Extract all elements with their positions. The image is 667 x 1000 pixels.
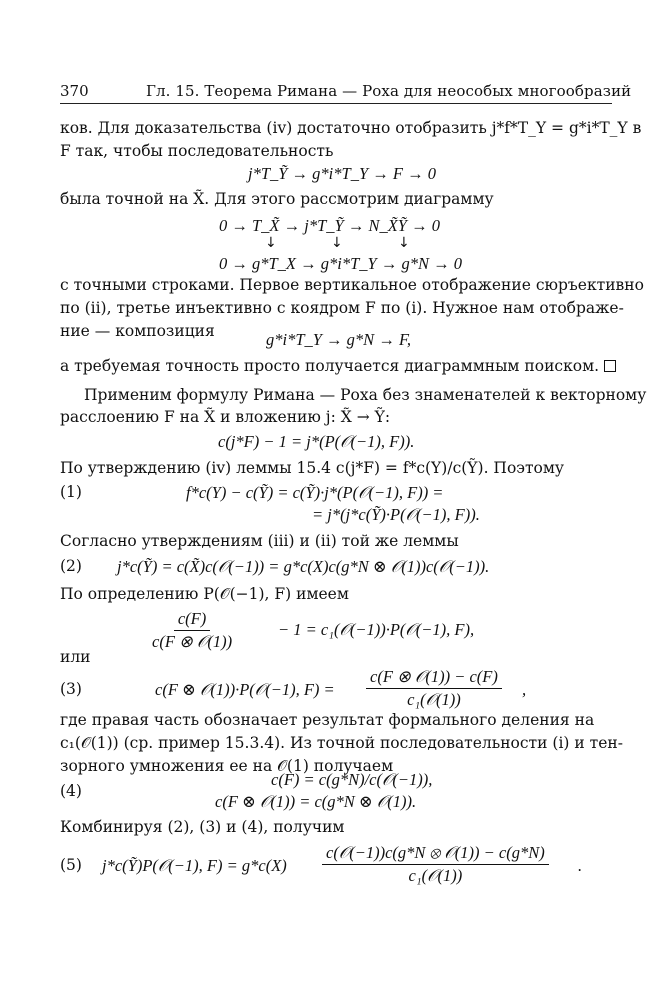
fraction-eq3 [366,667,502,710]
text-line: расслоению F на X̃ и вложению j: X̃ → Ỹ: [60,408,391,426]
equation-4-line-1: c(F) = c(g*N)/c(𝒪(−1)), [271,770,433,789]
fraction-denominator: c(F ⊗ 𝒪(1)) [152,632,233,651]
header-rule [60,103,612,104]
text-line: зорного умножения ее на 𝒪(1) получаем [60,757,394,775]
text-line: F так, чтобы последовательность [60,142,334,160]
text-line: c₁(𝒪(1)) (ср. пример 15.3.4). Из точной последовательности (i) и тен- [60,734,623,752]
fraction-numerator: c(F ⊗ 𝒪(1)) − c(F) [366,667,502,689]
fraction-eq5 [322,843,549,886]
text-line: Комбинируя (2), (3) и (4), получим [60,818,345,836]
fraction-denominator: c₁(𝒪(1)) [407,690,461,709]
equation-2: j*c(Ỹ) = c(X̃)c(𝒪(−1)) = g*c(X)c(g*N ⊗ 𝒪(1))c(𝒪(−1)). [117,557,490,576]
qed-square-icon [604,360,616,372]
equation-number: (3) [60,680,82,698]
text-line: по (ii), третье инъективно с коядром F по (i). Нужное нам отображе- [60,299,624,317]
text-line: ние — композиция [60,322,215,340]
equation-sequence: j*T_Ỹ → g*i*T_Y → F → 0 [248,164,436,183]
down-arrow-icon: ↓ [398,235,410,251]
fraction-numerator: c(𝒪(−1))c(g*N ⊗ 𝒪(1)) − c(g*N) [322,843,549,865]
equation-3-punct: , [522,680,527,699]
equation-riemann-roch: c(j*F) − 1 = j*(P(𝒪(−1), F)). [218,432,415,451]
text-line: Применим формулу Римана — Роха без знаменателей к векторному [84,386,647,404]
equation-4-line-2: c(F ⊗ 𝒪(1)) = c(g*N ⊗ 𝒪(1)). [215,792,417,811]
text-line: Согласно утверждениям (iii) и (ii) той же леммы [60,532,459,550]
running-title: Гл. 15. Теорема Римана — Роха для неособых многообразий [146,82,632,100]
equation-number: (5) [60,856,82,874]
equation-1-line-2: = j*(j*c(Ỹ)·P(𝒪(−1), F)). [312,505,480,524]
page-number: 370 [60,82,89,100]
text-line: или [60,648,91,666]
equation-5-left: j*c(Ỹ)P(𝒪(−1), F) = g*c(X) [102,856,287,875]
down-arrow-icon: ↓ [265,235,277,251]
fraction-cf [148,609,236,652]
down-arrow-icon: ↓ [331,235,343,251]
fraction-denominator: c₁(𝒪(1)) [408,866,463,885]
equation-5-punct: . [578,856,583,875]
text-line: По определению P(𝒪(−1), F) имеем [60,585,349,603]
text-line [60,356,616,376]
equation-1-line-1: f*c(Y) − c(Ỹ) = c(Ỹ)·j*(P(𝒪(−1), F)) = [186,483,444,502]
equation-3-left: c(F ⊗ 𝒪(1))·P(𝒪(−1), F) = [155,680,335,699]
text-line: где правая часть обозначает результат формального деления на [60,711,595,729]
equation-number: (4) [60,782,82,800]
equation-number: (2) [60,557,82,575]
equation-definition: − 1 = c₁(𝒪(−1))·P(𝒪(−1), F), [278,620,475,639]
diagram-row-top: 0 → T_X̃ → j*T_Ỹ → N_X̃Ỹ → 0 [219,216,440,235]
text-span: а требуемая точность просто получается диаграммным поиском. [60,357,600,375]
text-line: По утверждению (iv) леммы 15.4 c(j*F) = f*c(Y)/c(Ỹ). Поэтому [60,459,565,477]
equation-composition: g*i*T_Y → g*N → F, [266,330,412,349]
diagram-row-bottom: 0 → g*T_X → g*i*T_Y → g*N → 0 [219,254,462,273]
text-line: ков. Для доказательства (iv) достаточно отобразить j*f*T_Y = g*i*T_Y в [60,119,642,137]
text-line: была точной на X̃. Для этого рассмотрим диаграмму [60,190,494,208]
fraction-numerator: c(F) [174,609,210,631]
equation-number: (1) [60,483,82,501]
text-line: с точными строками. Первое вертикальное отображение сюръективно [60,276,644,294]
